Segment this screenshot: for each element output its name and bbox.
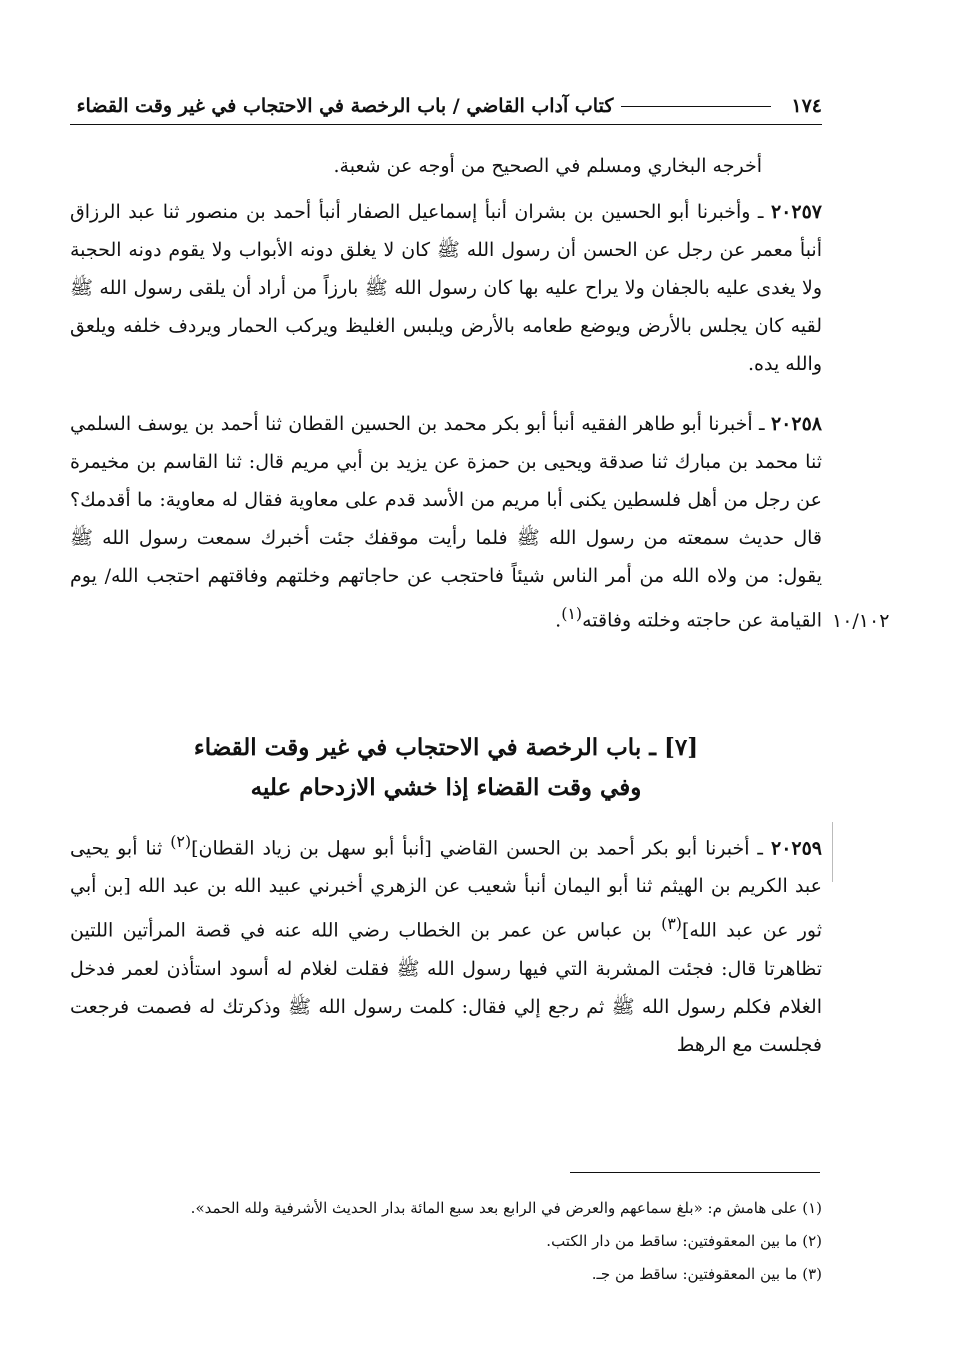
hadith-20257 [70,193,822,383]
header-dash-rule [621,106,771,107]
footnote-3: (٣) ما بين المعقوفتين: ساقط من جـ. [591,1265,822,1283]
hadith-number: ٢٠٢٥٧ [770,201,822,223]
chapter-heading [70,728,822,808]
footnote-1: (١) على هامش م: «بلغ سماعهم والعرض في الرابع بعد سبع المائة بدار الحديث الأشرفية ولله الحمد». [190,1199,822,1217]
running-title: كتاب آداب القاضي / باب الرخصة في الاحتجاب في غير وقت القضاء [76,95,614,117]
footnote-marker: (٢) [170,832,192,851]
running-header [70,88,822,125]
paragraph-text: ثنا أبو يحيى عبد الكريم بن الهيثم ثنا أبو اليمان أنبأ شعيب عن الزهري أخبرني عبيد الله بن عبد الله [بن أبي ثور عن عبد الله] [70,837,822,942]
footnote-separator [570,1172,820,1173]
paragraph-citation [70,147,822,185]
hadith-number: ٢٠٢٥٩ [770,837,823,860]
hadith-20259 [70,823,822,1064]
hadith-20258 [70,405,822,639]
hadith-number: ٢٠٢٥٨ [770,413,822,435]
paragraph-text: ـ أخبرنا أبو طاهر الفقيه أنبأ أبو بكر محمد بن الحسين القطان ثنا أحمد بن يوسف السلمي ثنا محمد بن مبارك ثنا صدقة ويحيى بن حمزة عن يزيد بن أبي مريم قال: ثنا القاسم بن مخيمرة عن رجل من أهل فلسطين يكنى أبا مريم من الأسد قدم على معاوية فقال له معاوية: ما أقدمك؟ قال حديث سمعته من رسول الله ﷺ فلما رأيت موقفك جئت أخبرك سمعت رسول الله ﷺ يقول: من ولاه الله من أمر الناس شيئاً فاحتجب عن حاجاتهم وخلتهم وفاقتهم احتجب الله/ يوم القيامة عن حاجته وخلته وفاقته [70,413,822,632]
paragraph-text: ـ وأخبرنا أبو الحسين بن بشران أنبأ إسماعيل الصفار أنبأ أحمد بن منصور ثنا عبد الرزاق أنبأ معمر عن رجل عن الحسن أن رسول الله ﷺ كان لا يغلق دونه الأبواب ولا يقوم دونه الحجبة ولا يغدى عليه بالجفان ولا يراح عليه بها كان رسول الله ﷺ بارزاً من أراد أن يلقى رسول الله ﷺ لقيه كان يجلس بالأرض ويوضع طعامه بالأرض ويلبس الغليظ ويركب الحمار ويردف خلفه ويلعق والله يده. [70,201,822,375]
paragraph-end: . [555,609,562,632]
paragraph-text: ـ أخبرنا أبو بكر أحمد بن الحسن القاضي [أنبأ أبو سهل بن زياد القطان] [191,837,771,860]
paragraph-text: بن عباس عن عمر بن الخطاب رضي الله عنه في قصة المرأتين اللتين تظاهرتا قال: فجئت المشربة التي فيها رسول الله ﷺ فقلت لغلام له أسود استأذن لعمر فدخل الغلام فكلم رسول الله ﷺ ثم رجع إلي فقال: كلمت رسول الله ﷺ وذكرتك له فصمت فرجعت فجلست مع الرهط [70,919,822,1056]
page-number: ١٧٤ [791,95,822,117]
footnote-2: (٢) ما بين المعقوفتين: ساقط من دار الكتب. [546,1232,822,1250]
margin-line [832,822,833,882]
footnote-marker: (٣) [661,914,682,934]
chapter-heading-line-2: وفي وقت القضاء إذا خشي الازدحام عليه [250,774,642,801]
footnotes [70,1192,822,1291]
chapter-heading-line-1: [٧] ـ باب الرخصة في الاحتجاب في غير وقت القضاء [193,734,699,761]
footnote-marker: (١) [561,604,583,623]
paragraph-text: أخرجه البخاري ومسلم في الصحيح من أوجه عن شعبة. [333,155,762,177]
margin-reference: ١٠/١٠٢ [832,610,890,632]
